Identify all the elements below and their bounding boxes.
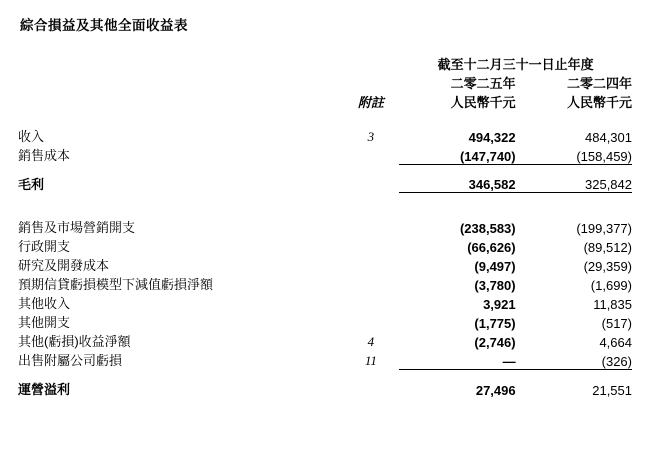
- financial-statement-table: [18, 54, 632, 398]
- table-row: [18, 312, 632, 331]
- period-label: 截至十二月三十一日止年度: [437, 57, 594, 72]
- table-row: [18, 145, 632, 164]
- row-label: 銷售及市場營銷開支: [18, 220, 136, 235]
- row-note: [343, 174, 400, 193]
- row-value-2024: (1,699): [590, 278, 632, 293]
- header-period-row: [18, 54, 632, 73]
- row-note: 11: [364, 353, 377, 368]
- row-label: 其他(虧損)收益淨額: [18, 334, 131, 349]
- row-value-2025: (147,740): [459, 148, 516, 164]
- row-value-2024: 484,301: [585, 130, 632, 145]
- row-value-2025: —: [502, 353, 516, 369]
- row-note: 4: [367, 334, 375, 349]
- header-blank-1: [18, 73, 343, 92]
- row-note: [343, 379, 400, 398]
- row-value-2025: (2,746): [474, 335, 516, 350]
- row-value-2024: (517): [601, 316, 632, 331]
- row-value-2024: (29,359): [583, 259, 632, 274]
- row-label: 收入: [18, 129, 45, 144]
- row-label: 行政開支: [18, 239, 71, 254]
- row-label: 其他收入: [18, 296, 71, 311]
- row-note: [343, 274, 400, 293]
- table-row: [18, 255, 632, 274]
- row-value-2024: 21,551: [592, 382, 632, 398]
- row-value-2025: (3,780): [474, 278, 516, 293]
- row-note: [343, 145, 400, 164]
- row-value-2025: (9,497): [474, 259, 516, 274]
- table-row: [18, 293, 632, 312]
- unit-2024-label: 人民幣千元: [566, 95, 632, 110]
- row-value-2025: (66,626): [467, 240, 516, 255]
- spacer: [18, 202, 632, 217]
- year-2025-label: 二零二五年: [450, 76, 516, 91]
- row-label: 銷售成本: [18, 148, 71, 163]
- row-value-2024: (89,512): [583, 240, 632, 255]
- note-column-header: 附註: [357, 95, 384, 110]
- spacer: [18, 111, 632, 126]
- row-label: 研究及開發成本: [18, 258, 110, 273]
- row-note: [343, 255, 400, 274]
- table-row: [18, 379, 632, 398]
- row-value-2025: 494,322: [468, 130, 516, 145]
- page-title: 綜合損益及其他全面收益表: [20, 18, 188, 33]
- row-value-2024: 4,664: [599, 335, 632, 350]
- row-note: [343, 236, 400, 255]
- table-row: [18, 331, 632, 350]
- row-value-2024: (326): [601, 353, 632, 369]
- row-label: 出售附屬公司虧損: [18, 353, 123, 368]
- header-blank-3: [18, 92, 343, 111]
- row-value-2025: 346,582: [468, 177, 516, 192]
- table-row: [18, 126, 632, 145]
- row-note: 3: [367, 129, 375, 144]
- unit-2025-label: 人民幣千元: [450, 95, 516, 110]
- table-row: [18, 236, 632, 255]
- row-label: 其他開支: [18, 315, 71, 330]
- row-value-2025: 27,496: [475, 382, 516, 398]
- row-note: [343, 293, 400, 312]
- year-2024-label: 二零二四年: [566, 76, 632, 91]
- row-value-2024: (199,377): [576, 221, 632, 236]
- row-value-2024: 325,842: [585, 177, 632, 192]
- row-note: [343, 217, 400, 236]
- row-label: 預期信貸虧損模型下減值虧損淨額: [18, 277, 214, 292]
- row-note: [343, 312, 400, 331]
- table-row: [18, 274, 632, 293]
- spacer: [18, 164, 632, 174]
- header-unit-row: [18, 92, 632, 111]
- spacer: [18, 193, 632, 203]
- header-spacer: [18, 54, 343, 73]
- header-spacer-note: [343, 54, 400, 73]
- row-label: 運營溢利: [18, 381, 71, 397]
- table-row: [18, 174, 632, 193]
- spacer: [18, 369, 632, 379]
- row-label: 毛利: [18, 176, 45, 192]
- header-blank-2: [343, 73, 400, 92]
- table-row: [18, 217, 632, 236]
- header-year-row: [18, 73, 632, 92]
- row-value-2024: 11,835: [593, 297, 632, 312]
- row-value-2025: (238,583): [459, 221, 516, 236]
- row-value-2025: 3,921: [483, 297, 516, 312]
- table-row: [18, 350, 632, 369]
- row-value-2025: (1,775): [474, 316, 516, 331]
- row-value-2024: (158,459): [576, 148, 632, 164]
